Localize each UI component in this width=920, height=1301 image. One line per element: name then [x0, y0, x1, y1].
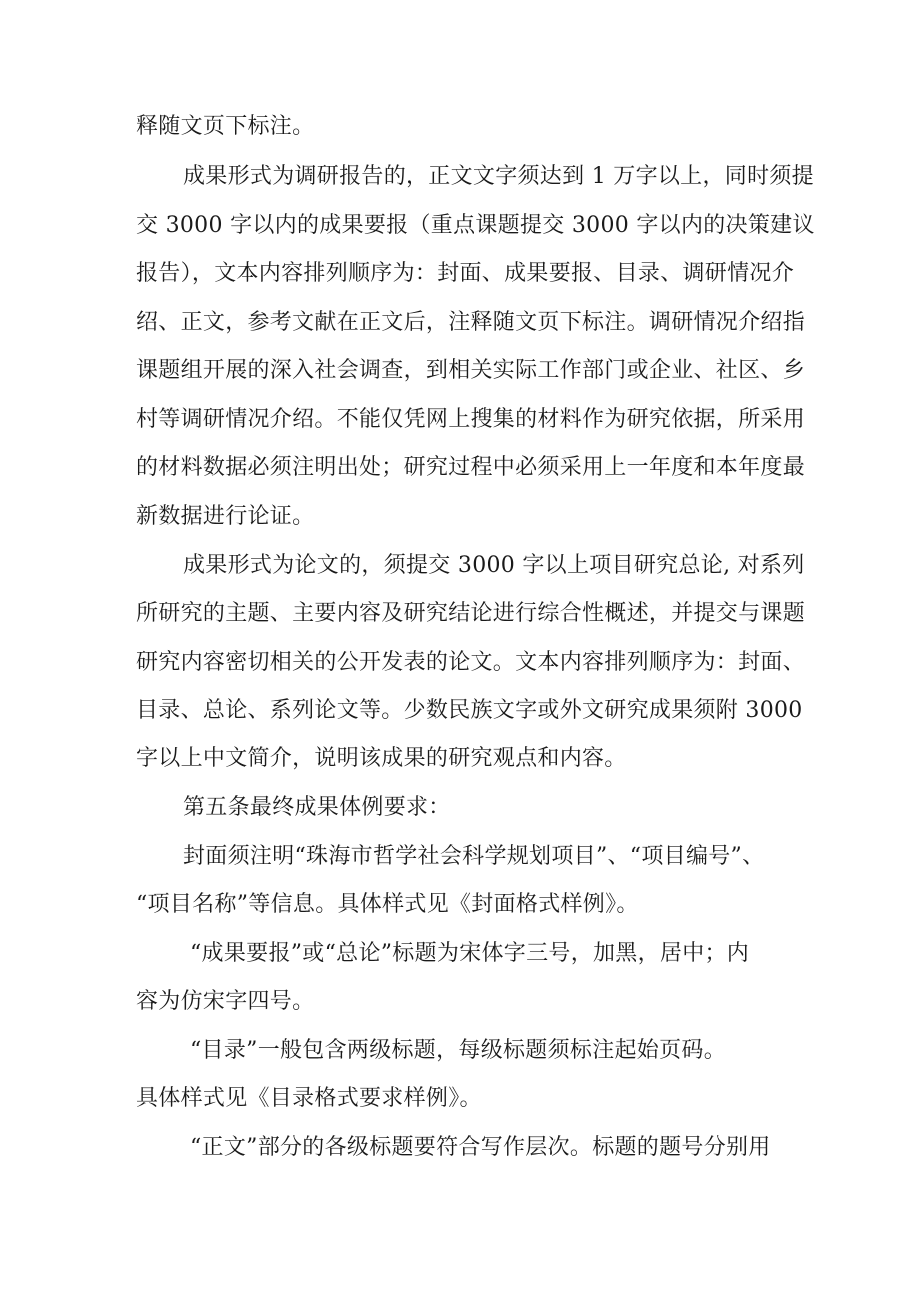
text-line-2: 成果形式为调研报告的，正文文字须达到 1 万字以上，同时须提: [183, 164, 814, 189]
text-line-21: 具体样式见《目录格式要求样例》。: [136, 1086, 482, 1111]
text-line-8: 的材料数据必须注明出处；研究过程中必须采用上一年度和本年度最: [136, 455, 806, 480]
text-line-18: “成果要报”或“总论”标题为宋体字三号，加黑，居中；内: [190, 941, 750, 966]
text-line-16: 封面须注明“珠海市哲学社会科学规划项目”、“项目编号”、: [183, 844, 765, 869]
text-line-7: 村等调研情况介绍。不能仅凭网上搜集的材料作为研究依据，所采用: [136, 407, 806, 432]
text-line-4: 报告），文本内容排列顺序为：封面、成果要报、目录、调研情况介: [136, 261, 795, 286]
text-line-14: 字以上中文简介，说明该成果的研究观点和内容。: [136, 746, 627, 771]
text-line-13: 目录、总论、系列论文等。少数民族文字或外文研究成果须附 3000: [136, 698, 803, 723]
text-line-22: “正文”部分的各级标题要符合写作层次。标题的题号分别用: [190, 1135, 771, 1160]
text-line-19: 容为仿宋字四号。: [136, 989, 315, 1014]
text-line-17: “项目名称”等信息。具体样式见《封面格式样例》。: [136, 892, 639, 917]
text-line-12: 研究内容密切相关的公开发表的论文。文本内容排列顺序为：封面、: [136, 650, 806, 675]
text-line-6: 课题组开展的深入社会调查，到相关实际工作部门或企业、社区、乡: [136, 358, 806, 383]
text-line-20: “目录”一般包含两级标题，每级标题须标注起始页码。: [190, 1038, 726, 1063]
text-line-10: 成果形式为论文的，须提交 3000 字以上项目研究总论, 对系列: [183, 553, 805, 578]
text-line-3: 交 3000 字以内的成果要报（重点课题提交 3000 字以内的决策建议: [136, 213, 815, 238]
section-heading-article-5: 第五条最终成果体例要求：: [183, 795, 451, 820]
text-line-5: 绍、正文，参考文献在正文后，注释随文页下标注。调研情况介绍指: [136, 310, 806, 335]
text-line-9: 新数据进行论证。: [136, 504, 315, 529]
text-line-1: 释随文页下标注。: [136, 114, 315, 139]
text-line-11: 所研究的主题、主要内容及研究结论进行综合性概述，并提交与课题: [136, 601, 806, 626]
